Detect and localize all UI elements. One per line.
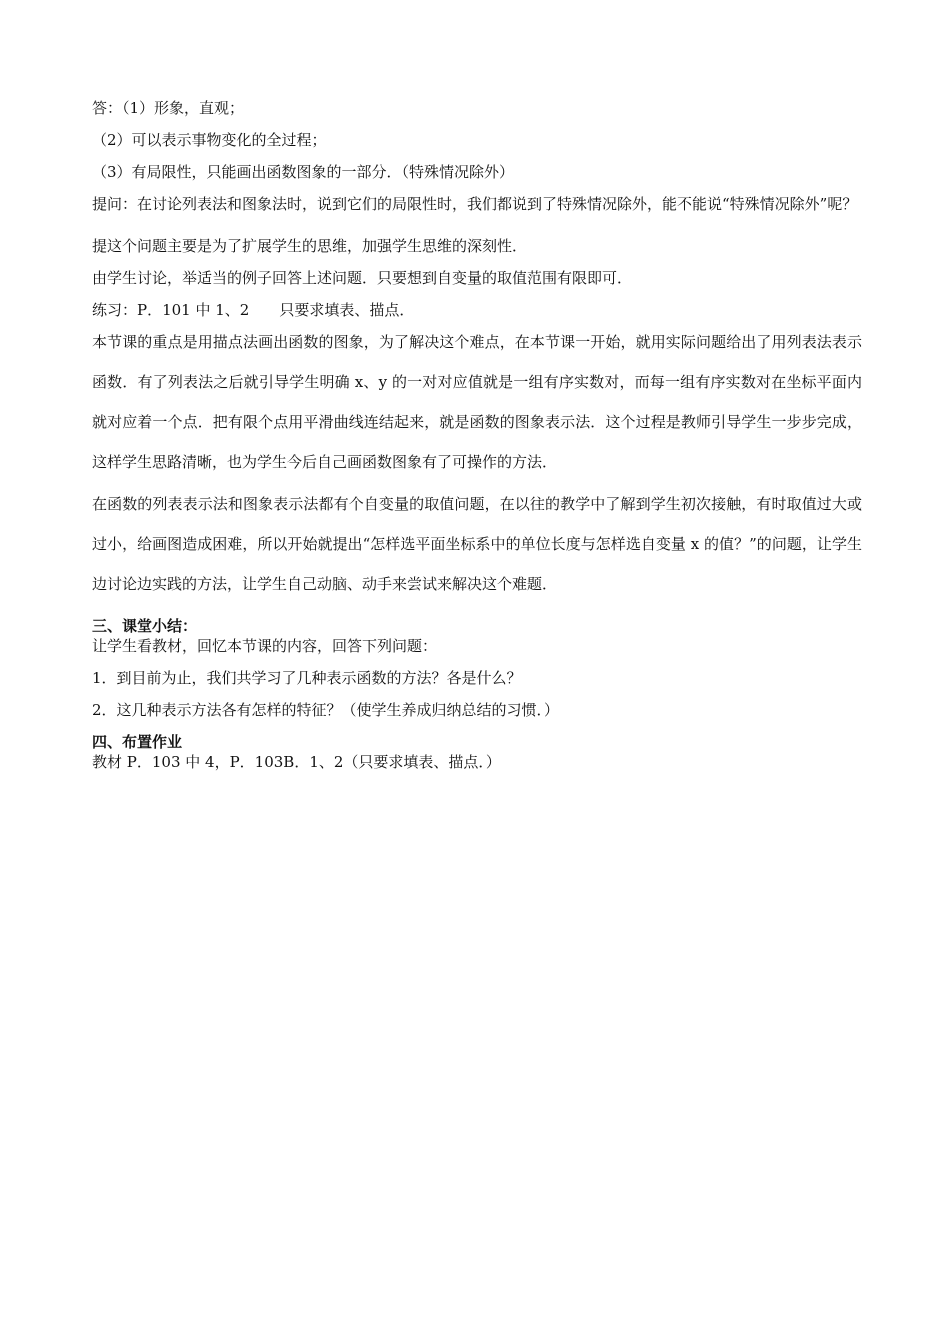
purpose-line: 提这个问题主要是为了扩展学生的思维，加强学生思维的深刻性． <box>92 237 528 255</box>
section-3-heading: 三、课堂小结： <box>92 617 198 635</box>
answer-line-2: （2）可以表示事物变化的全过程； <box>92 131 327 149</box>
range-block <box>92 484 862 604</box>
discussion-line: 由学生讨论，举适当的例子回答上述问题．只要想到自变量的取值范围有限即可． <box>92 269 633 287</box>
section-3-intro: 让学生看教材，回忆本节课的内容，回答下列问题： <box>92 637 438 655</box>
focus-block <box>92 322 862 482</box>
practice-line: 练习：P．101 中 1、2 只要求填表、描点． <box>92 301 415 319</box>
answer-line-3: （3）有局限性，只能画出函数图象的一部分．（特殊情况除外） <box>92 163 515 181</box>
range-paragraph: 在函数的列表表示法和图象表示法都有个自变量的取值问题，在以往的教学中了解到学生初次接触，有时取值过大或过小，给画图造成困难，所以开始就提出“怎样选平面坐标系中的单位长度与怎样选自变量 x 的值？”的问题，让学生边讨论边实践的方法，让学生自己动脑、动手来尝试来解决这个难题． <box>92 495 862 593</box>
section-4-heading: 四、布置作业 <box>92 733 183 751</box>
answer-line-1: 答：（1）形象，直观； <box>92 99 245 117</box>
homework-line: 教材 P．103 中 4，P．103B．1、2（只要求填表、描点．） <box>92 753 501 771</box>
summary-question-2: 2．这几种表示方法各有怎样的特征？（使学生养成归纳总结的习惯．） <box>92 701 560 719</box>
document-page <box>92 98 862 784</box>
question-paragraph: 提问：在讨论列表法和图象法时，说到它们的局限性时，我们都说到了特殊情况除外，能不能说“特殊情况除外”呢？ <box>92 195 858 213</box>
focus-paragraph: 本节课的重点是用描点法画出函数的图象，为了解决这个难点，在本节课一开始，就用实际问题给出了用列表法表示函数．有了列表法之后就引导学生明确 x、y 的一对对应值就是一组有序实数对，而每一组有序实数对在坐标平面内就对应着一个点．把有限个点用平滑曲线连结起来，就是函数的图象表示法．这个过程是教师引导学生一步步完成，这样学生思路清晰，也为学生今后自己画函数图象有了可操作的方法． <box>92 333 862 471</box>
summary-question-1: 1．到目前为止，我们共学习了几种表示函数的方法？各是什么？ <box>92 669 522 687</box>
question-block <box>92 184 862 224</box>
